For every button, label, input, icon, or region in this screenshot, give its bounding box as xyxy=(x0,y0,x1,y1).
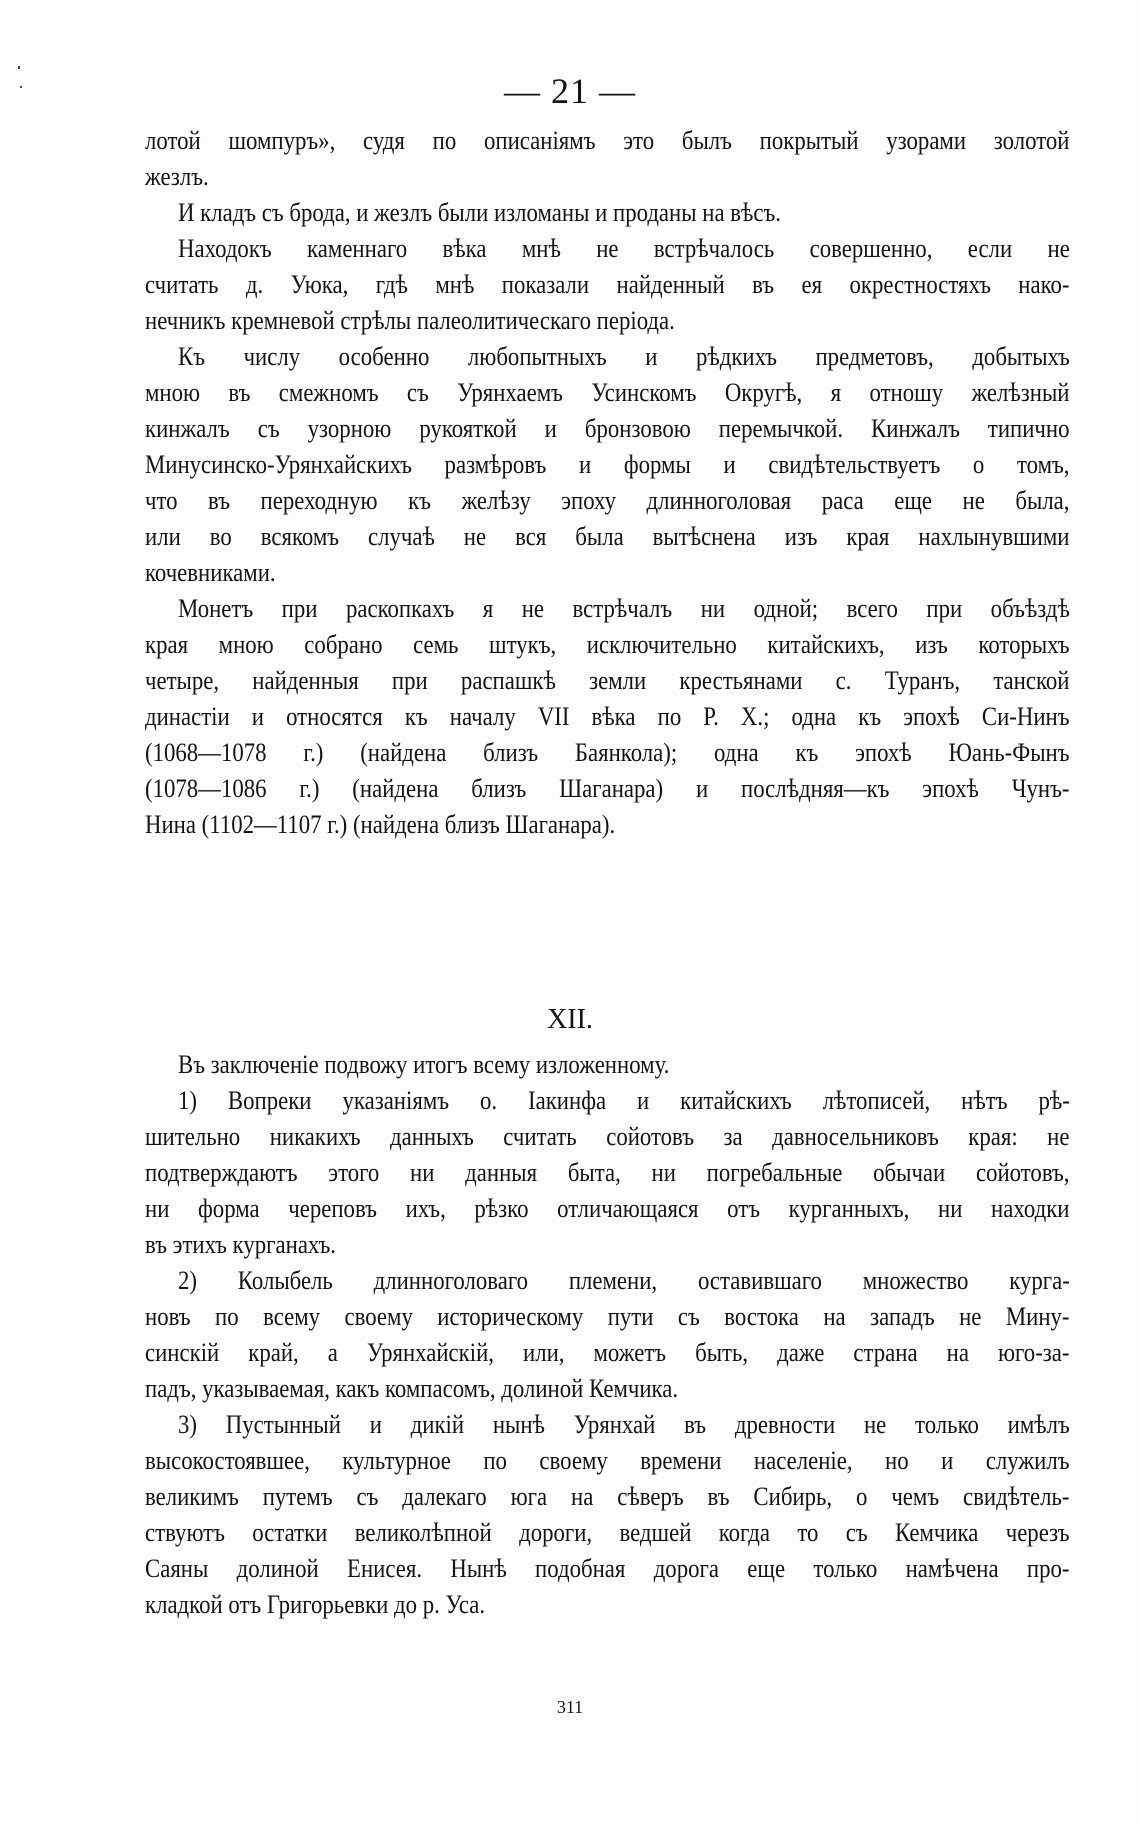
scan-speck xyxy=(18,66,20,69)
text-line: Минусинско-Урянхайскихъ размѣровъ и формы и свидѣтельствуетъ о томъ, xyxy=(145,449,1070,479)
section-heading: XII. xyxy=(547,1004,593,1035)
text-line: Нина (1102—1107 г.) (найдена близъ Шаганара). xyxy=(145,809,616,839)
text-line: падъ, указываемая, какъ компасомъ, долиной Кемчика. xyxy=(145,1373,679,1403)
text-line: что въ переходную къ желѣзу эпоху длинноголовая раса еще не была, xyxy=(145,485,1070,515)
text-line: шительно никакихъ данныхъ считать сойотовъ за давносельниковъ края: не xyxy=(145,1121,1070,1151)
text-line: Саяны долиной Енисея. Нынѣ подобная дорога еще только намѣчена про- xyxy=(145,1553,1070,1583)
text-line: 1) Вопреки указаніямъ о. Іакинфа и китайскихъ лѣтописей, нѣтъ рѣ- xyxy=(178,1085,1070,1115)
text-line: Монетъ при раскопкахъ я не встрѣчалъ ни одной; всего при объѣздѣ xyxy=(178,593,1070,623)
text-line: кинжалъ съ узорною рукояткой и бронзовою перемычкой. Кинжалъ типично xyxy=(145,413,1070,443)
text-line: высокостоявшее, культурное по своему времени населеніе, но и служилъ xyxy=(145,1445,1070,1475)
text-line: новъ по всему своему историческому пути съ востока на западъ не Мину- xyxy=(145,1301,1070,1331)
text-line: (1078—1086 г.) (найдена близъ Шаганара) и послѣдняя—къ эпохѣ Чунъ- xyxy=(145,773,1070,803)
text-line: мною въ смежномъ съ Урянхаемъ Усинскомъ Округѣ, я отношу желѣзный xyxy=(145,377,1070,407)
text-line: (1068—1078 г.) (найдена близъ Баянкола); одна къ эпохѣ Юань-Фынъ xyxy=(145,737,1070,767)
text-line: 3) Пустынный и дикій нынѣ Урянхай въ древности не только имѣлъ xyxy=(178,1409,1070,1439)
text-line: великимъ путемъ съ далекаго юга на сѣверъ въ Сибирь, о чемъ свидѣтель- xyxy=(145,1481,1070,1511)
text-line: династіи и относятся къ началу VII вѣка по Р. Х.; одна къ эпохѣ Си-Нинъ xyxy=(145,701,1070,731)
text-line: синскій край, а Урянхайскій, или, можетъ быть, даже страна на юго-за- xyxy=(145,1337,1070,1367)
text-line: края мною собрано семь штукъ, исключительно китайскихъ, изъ которыхъ xyxy=(145,629,1070,659)
scan-speck xyxy=(20,86,22,88)
text-line: четыре, найденныя при распашкѣ земли крестьянами с. Туранъ, танской xyxy=(145,665,1070,695)
text-line: нечникъ кремневой стрѣлы палеолитическаго періода. xyxy=(145,305,675,335)
text-line: ствуютъ остатки великолѣпной дороги, ведшей когда то съ Кемчика черезъ xyxy=(145,1517,1070,1547)
text-line: Къ числу особенно любопытныхъ и рѣдкихъ предметовъ, добытыхъ xyxy=(178,341,1070,371)
text-line: ни форма череповъ ихъ, рѣзко отличающаяся отъ курганныхъ, ни находки xyxy=(145,1193,1070,1223)
text-line: кочевниками. xyxy=(145,557,276,587)
text-line: 2) Колыбель длинноголоваго племени, оставившаго множество курга- xyxy=(178,1265,1070,1295)
text-line: считать д. Уюка, гдѣ мнѣ показали найденный въ ея окрестностяхъ нако- xyxy=(145,269,1070,299)
text-line: И кладъ съ брода, и жезлъ были изломаны и проданы на вѣсъ. xyxy=(178,197,781,227)
text-line: лотой шомпуръ», судя по описаніямъ это былъ покрытый узорами золотой xyxy=(145,125,1070,155)
text-line: кладкой отъ Григорьевки до р. Уса. xyxy=(145,1589,486,1619)
page-number-header: — 21 — xyxy=(504,71,636,111)
folio-number: 311 xyxy=(556,1697,584,1717)
text-line: Находокъ каменнаго вѣка мнѣ не встрѣчалось совершенно, если не xyxy=(178,233,1070,263)
text-line: Въ заключеніе подвожу итогъ всему изложенному. xyxy=(178,1049,670,1079)
text-line: жезлъ. xyxy=(145,161,209,191)
text-line: подтверждаютъ этого ни данныя быта, ни погребальные обычаи сойотовъ, xyxy=(145,1157,1070,1187)
text-line: въ этихъ курганахъ. xyxy=(145,1229,336,1259)
text-line: или во всякомъ случаѣ не вся была вытѣснена изъ края нахлынувшими xyxy=(145,521,1070,551)
